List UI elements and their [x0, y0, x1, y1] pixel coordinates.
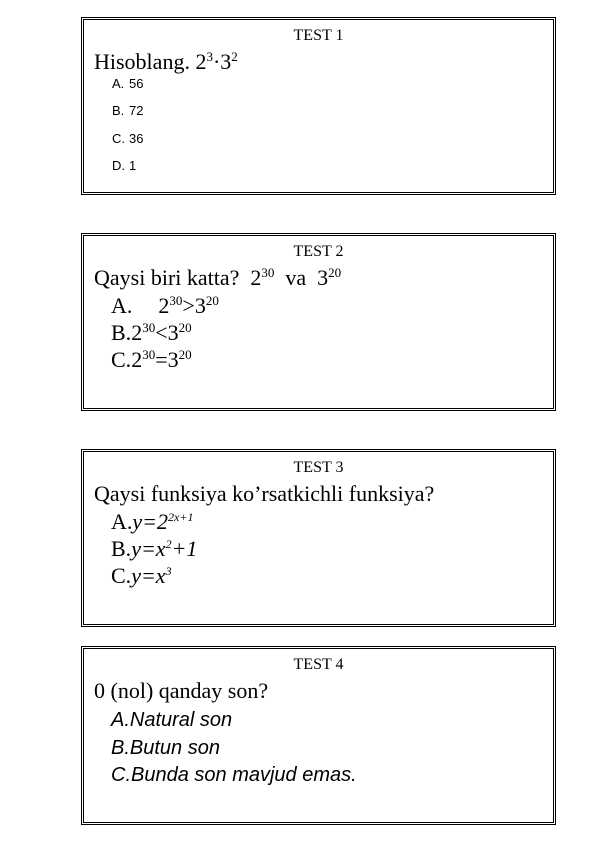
test-title: TEST 2: [293, 243, 344, 260]
test-title: TEST 4: [293, 656, 344, 673]
option-b[interactable]: $B.y=x^2+1$: [111, 536, 198, 561]
option-c[interactable]: $C.y=x^3$: [111, 563, 172, 588]
test-card-4: [81, 646, 556, 825]
option-c[interactable]: $C.2^{30}=3^{20}$: [111, 347, 192, 372]
option-c[interactable]: C.Bunda son mavjud emas.: [111, 764, 357, 786]
test-card-2: [81, 233, 556, 411]
question-text: Qaysi biri katta? $2^{30}$ va $3^{20}$: [94, 265, 342, 290]
option-a[interactable]: A. 56: [112, 76, 144, 91]
option-b[interactable]: B. 72: [112, 103, 144, 118]
option-a[interactable]: A.Natural son: [111, 709, 233, 731]
option-a[interactable]: A. $2^{30}>3^{20}$: [111, 293, 219, 318]
question-text: 0 (nol) qanday son?: [94, 678, 269, 703]
option-b[interactable]: B.Butun son: [111, 737, 220, 759]
test-title: TEST 1: [293, 27, 344, 44]
option-a[interactable]: $A.y=2^{2x+1}$: [111, 509, 194, 534]
question-text: Qaysi funksiya ko’rsatkichli funksiya?: [94, 481, 435, 506]
option-d[interactable]: D. 1: [112, 158, 137, 173]
question-text: Hisoblang. $2^3\cdot 3^2$: [94, 49, 238, 74]
option-c[interactable]: C. 36: [112, 131, 144, 146]
option-b[interactable]: $B.2^{30}<3^{20}$: [111, 320, 192, 345]
test-card-1: [81, 17, 556, 195]
test-card-3: [81, 449, 556, 627]
test-title: TEST 3: [293, 459, 344, 476]
